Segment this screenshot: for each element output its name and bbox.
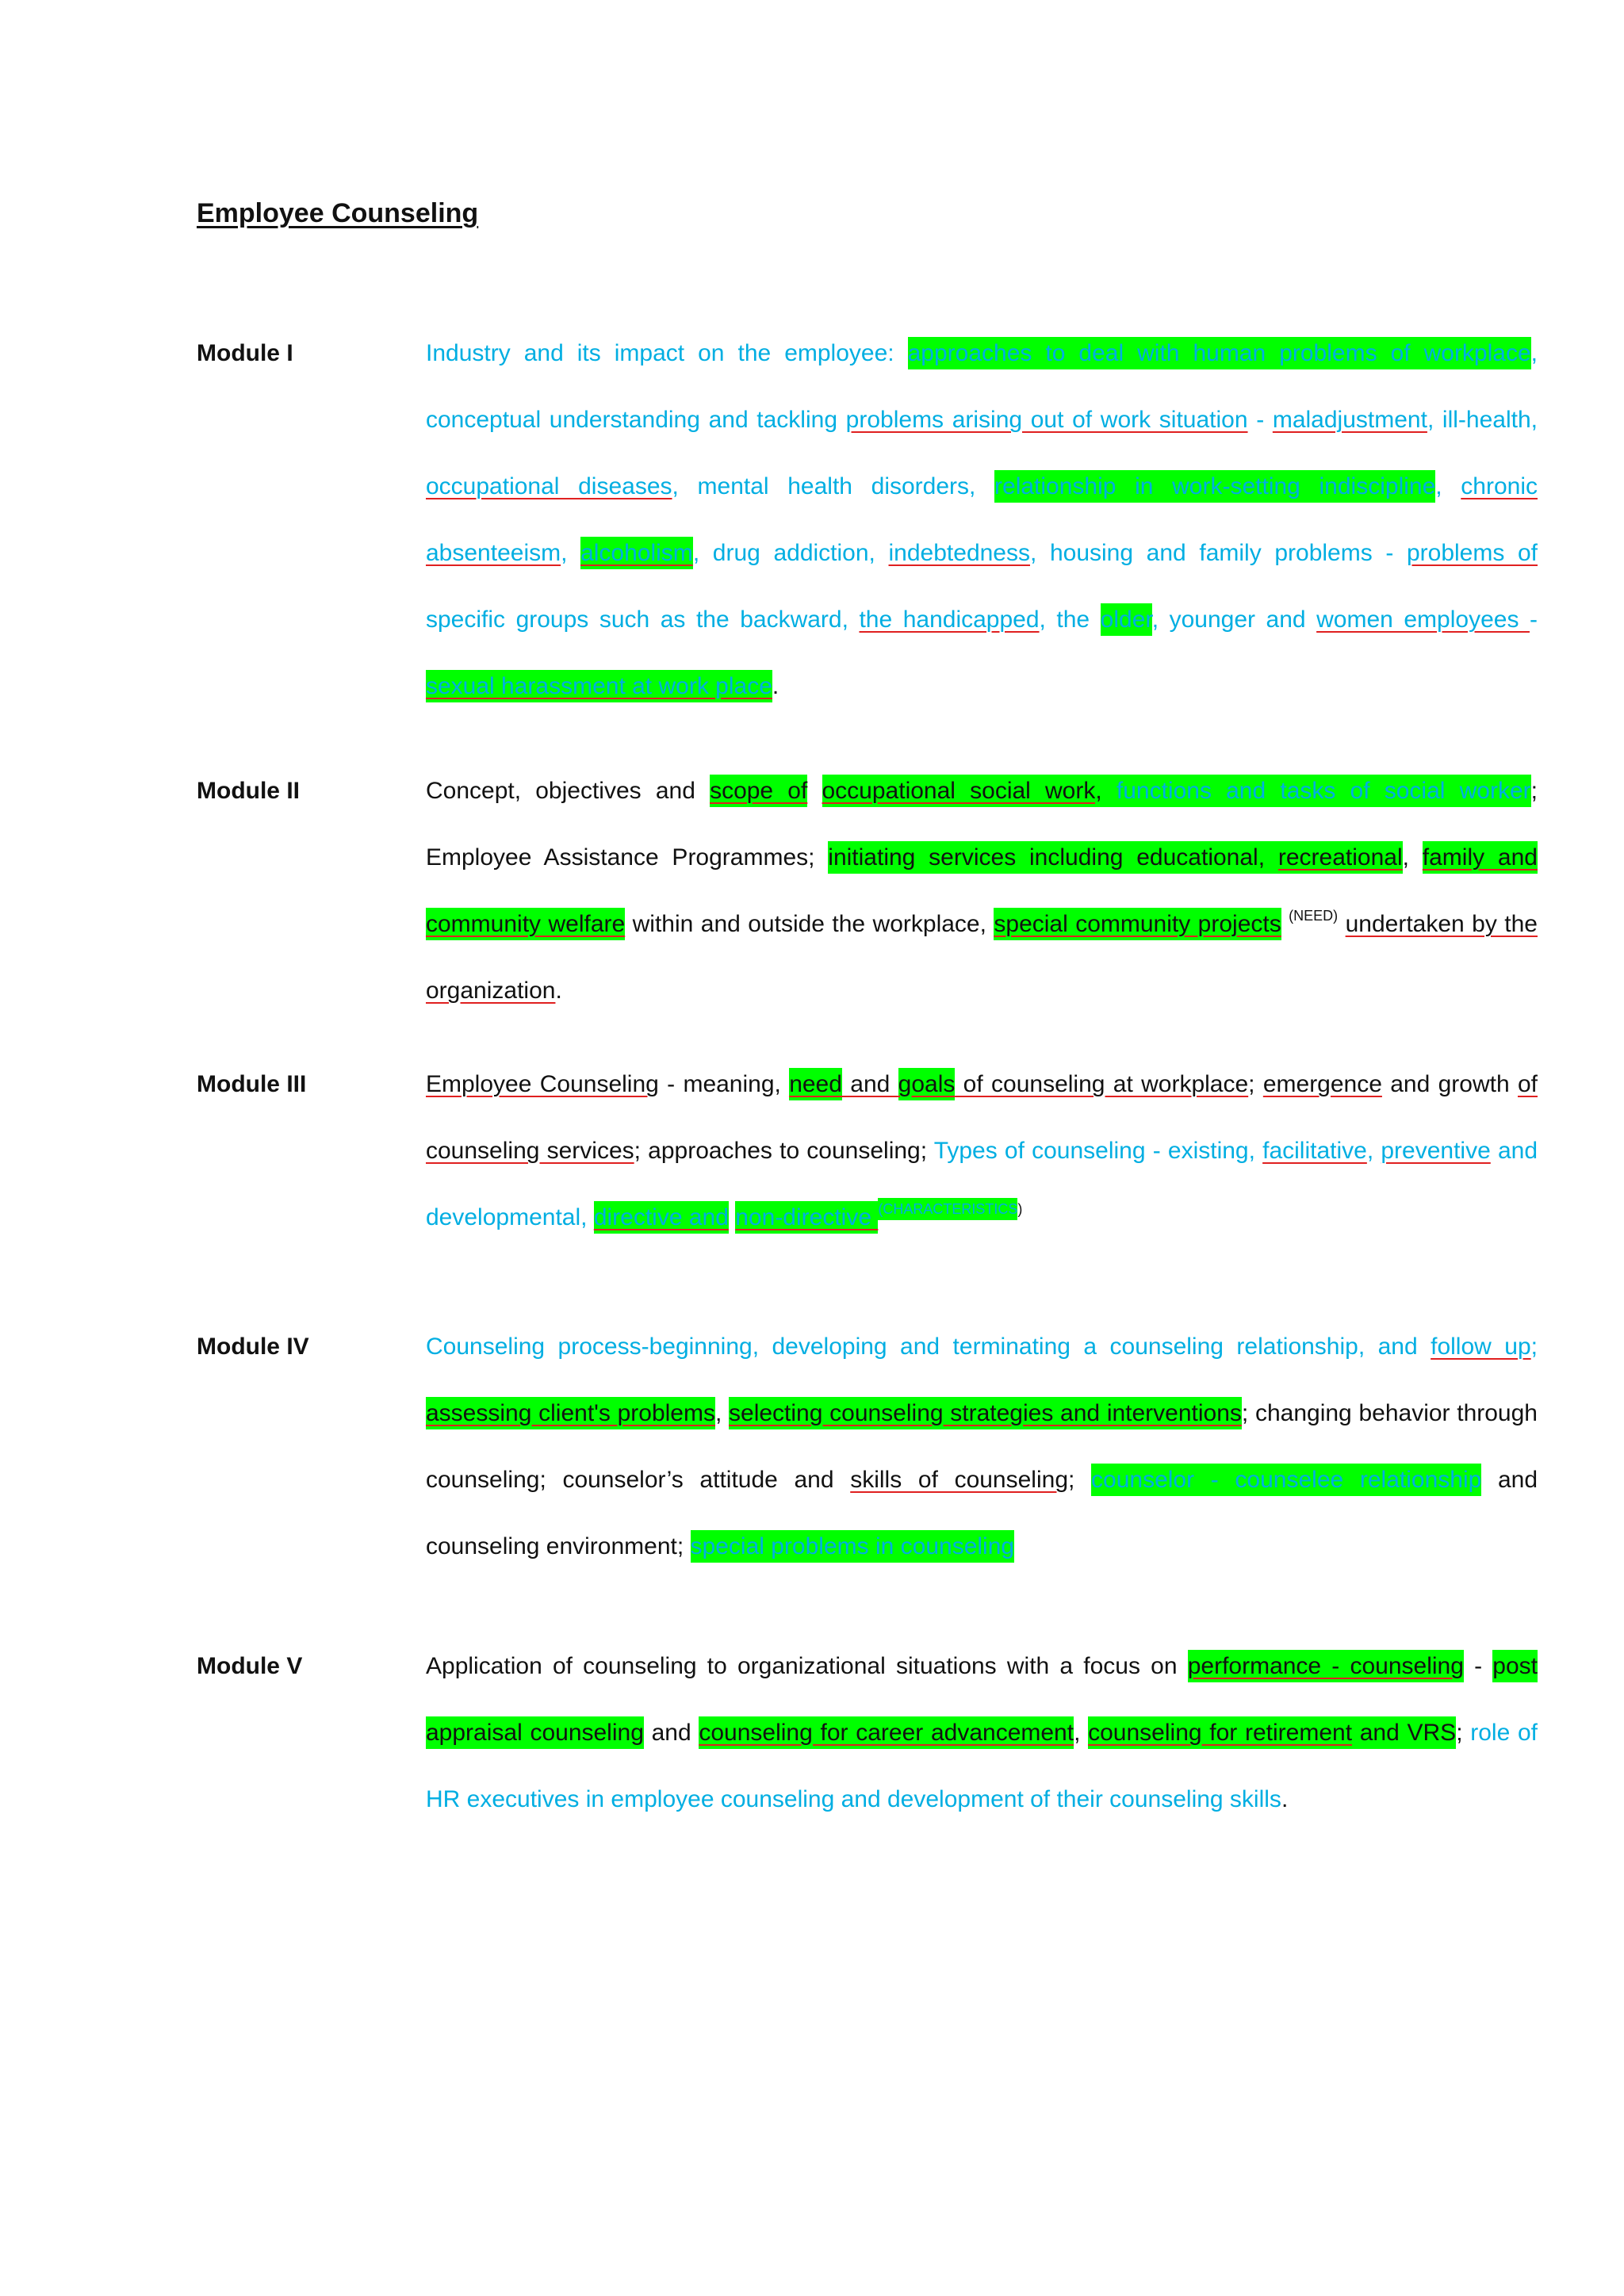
text-run: -	[1463, 1653, 1493, 1679]
text-run: undertaken by the organization	[426, 911, 1538, 1004]
text-run: need	[789, 1068, 842, 1100]
text-run: the handicapped	[859, 607, 1040, 633]
text-run: and growth	[1381, 1071, 1518, 1097]
text-run: goals	[898, 1068, 956, 1100]
text-run: ,	[1366, 1138, 1381, 1164]
text-run: , younger and	[1151, 607, 1317, 633]
text-run: Concept, objectives and	[426, 778, 710, 804]
text-run: ;	[1068, 1467, 1092, 1493]
text-run: ; approaches to counseling;	[634, 1138, 934, 1164]
text-run: and VRS	[1360, 1716, 1456, 1749]
text-run: of counseling services	[426, 1071, 1538, 1164]
text-run: follow up	[1431, 1334, 1531, 1360]
module-text	[426, 758, 1538, 1024]
text-run: ,	[714, 1400, 730, 1426]
text-run: counseling for retirement	[1088, 1716, 1352, 1749]
text-run: preventive	[1381, 1138, 1491, 1164]
text-run	[807, 778, 822, 804]
module-label: Module III	[197, 1071, 307, 1097]
text-run: - meaning,	[658, 1071, 790, 1097]
module-label: Module V	[197, 1653, 303, 1679]
text-run: family and community welfare	[426, 841, 1538, 940]
text-run: Industry and its impact on the employee:	[426, 340, 908, 366]
text-run: and counseling environment;	[426, 1467, 1538, 1559]
text-run: maladjustment	[1272, 407, 1427, 433]
text-run: recreational	[1278, 841, 1403, 874]
text-run: assessing client's problems	[426, 1397, 715, 1429]
text-run: ,	[561, 540, 581, 566]
text-run: alcoholism	[580, 537, 693, 569]
text-run: and	[643, 1720, 699, 1746]
text-run: (NEED)	[1289, 908, 1339, 924]
text-run: .	[772, 673, 779, 699]
text-run	[1352, 1716, 1360, 1749]
text-run: occupational social work	[822, 775, 1096, 807]
text-run	[1281, 911, 1289, 937]
text-run: , mental health disorders,	[672, 473, 995, 499]
text-run: problems of	[1406, 540, 1538, 566]
text-run: ,	[1435, 473, 1461, 499]
text-run: approaches to deal with human problems of workplace	[908, 337, 1531, 369]
text-run: non-directive	[735, 1201, 878, 1234]
text-run	[729, 1204, 735, 1230]
text-run: role of HR executives in employee counseling and development of their counseling skills	[426, 1720, 1538, 1812]
module-label: Module IV	[197, 1334, 309, 1360]
text-run: Application of counseling to organizational situations with a focus on	[426, 1653, 1188, 1679]
module-text	[426, 1633, 1538, 1833]
text-run: sexual harassment at work place	[426, 670, 772, 702]
module-text	[426, 1314, 1538, 1580]
text-run: Counseling process-beginning, developing and terminating a counseling relationship, and	[426, 1334, 1431, 1360]
text-run: special community projects	[994, 908, 1281, 940]
text-run: performance - counseling	[1188, 1650, 1464, 1682]
text-run: counselor - counselee relationship	[1091, 1464, 1481, 1496]
page-title: Employee Counseling	[197, 198, 479, 228]
text-run: )	[1017, 1201, 1023, 1217]
text-run: relationship in work-setting indiscipline	[994, 470, 1435, 503]
text-run: special problems in counseling	[691, 1530, 1015, 1563]
text-run: , drug addiction,	[692, 540, 889, 566]
text-run: within and outside the workplace,	[625, 911, 994, 937]
module-label: Module I	[197, 340, 293, 366]
text-run: occupational diseases	[426, 473, 672, 499]
text-run: , the	[1039, 607, 1101, 633]
text-run: .	[555, 978, 562, 1004]
text-run: directive and	[594, 1201, 729, 1234]
text-run: older	[1101, 603, 1152, 636]
text-run: ,	[1095, 775, 1116, 807]
text-run: indebtedness	[888, 540, 1030, 566]
text-run: ;	[1530, 1334, 1538, 1360]
text-run: ;	[1248, 1071, 1263, 1097]
text-run: initiating services including educational,	[828, 841, 1278, 874]
text-run: and developmental,	[426, 1138, 1538, 1230]
text-run: and	[841, 1071, 898, 1097]
text-run: .	[1281, 1786, 1289, 1812]
text-run: scope of	[710, 775, 807, 807]
text-run: Employee Counseling	[426, 1071, 659, 1097]
text-run: ;	[1456, 1720, 1471, 1746]
text-run: -	[1529, 607, 1538, 633]
text-run: (CHARACTERISTICS	[878, 1198, 1017, 1220]
text-run: , ill-health,	[1427, 407, 1538, 433]
text-run: ; Employee Assistance Programmes;	[426, 778, 1538, 871]
text-run: ; changing behavior through counseling; counselor’s attitude and	[426, 1400, 1538, 1493]
text-run: , housing and family problems -	[1030, 540, 1407, 566]
text-run: specific groups such as the backward,	[426, 607, 860, 633]
module-label: Module II	[197, 778, 300, 804]
text-run: counseling for career advancement	[699, 1716, 1074, 1749]
text-run: of counseling at workplace	[955, 1071, 1249, 1097]
text-run: facilitative	[1262, 1138, 1367, 1164]
text-run: -	[1247, 407, 1273, 433]
text-run: post appraisal counseling	[426, 1650, 1538, 1749]
module-text	[426, 320, 1538, 720]
text-run: functions and tasks of social worker	[1116, 775, 1531, 807]
text-run: selecting counseling strategies and interventions	[729, 1397, 1242, 1429]
text-run: skills of counseling	[850, 1467, 1069, 1493]
text-run: Types of counseling - existing,	[933, 1138, 1263, 1164]
text-run: problems arising out of work situation	[845, 407, 1248, 433]
text-run: chronic absenteeism	[426, 473, 1538, 566]
text-run: ,	[1402, 844, 1423, 871]
text-run: ,	[1074, 1720, 1089, 1746]
module-text	[426, 1051, 1538, 1251]
text-run: women employees	[1316, 607, 1530, 633]
text-run: emergence	[1262, 1071, 1382, 1097]
text-run: , conceptual understanding and tackling	[426, 340, 1538, 433]
text-run	[1338, 911, 1345, 937]
